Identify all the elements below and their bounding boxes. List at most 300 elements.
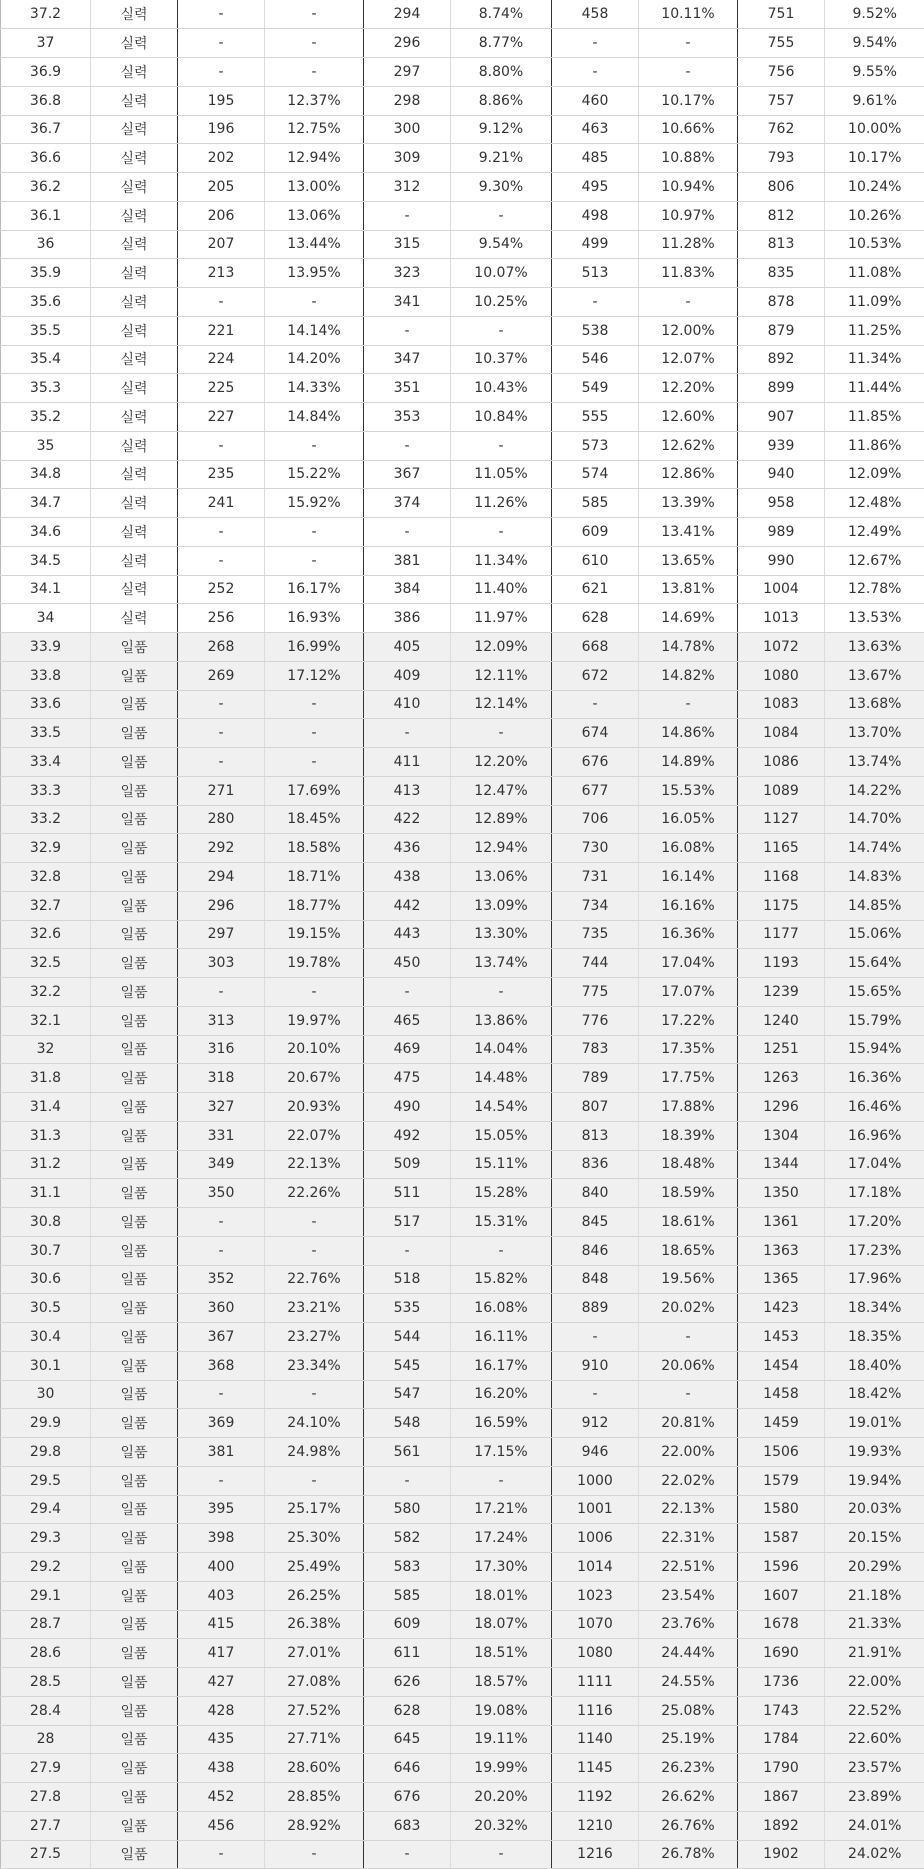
percent-cell: 15.53% xyxy=(639,776,738,805)
score-cell: 36.6 xyxy=(1,144,91,173)
rank-cell: 465 xyxy=(364,1006,451,1035)
rank-cell: 548 xyxy=(364,1409,451,1438)
table-row xyxy=(1,1840,924,1869)
grade-cell: 일품 xyxy=(91,1754,178,1783)
percent-cell: 22.76% xyxy=(265,1265,364,1294)
table-row xyxy=(1,1581,924,1610)
grade-cell: 실력 xyxy=(91,29,178,58)
percent-cell: 21.18% xyxy=(825,1581,924,1610)
rank-cell: 1784 xyxy=(738,1725,825,1754)
percent-cell: 12.20% xyxy=(451,748,552,777)
score-cell: 36.7 xyxy=(1,115,91,144)
grade-cell: 실력 xyxy=(91,575,178,604)
percent-cell: 11.86% xyxy=(825,431,924,460)
percent-cell: - xyxy=(451,431,552,460)
grade-cell: 일품 xyxy=(91,1064,178,1093)
percent-cell: 16.59% xyxy=(451,1409,552,1438)
percent-cell: - xyxy=(639,29,738,58)
percent-cell: 22.07% xyxy=(265,1121,364,1150)
percent-cell: 20.03% xyxy=(825,1495,924,1524)
rank-cell: 509 xyxy=(364,1150,451,1179)
rank-cell: 946 xyxy=(552,1438,639,1467)
percent-cell: 9.55% xyxy=(825,58,924,87)
rank-cell: 327 xyxy=(178,1093,265,1122)
rank-cell: - xyxy=(178,288,265,317)
rank-cell: - xyxy=(178,1840,265,1869)
rank-cell: 297 xyxy=(178,920,265,949)
rank-cell: 583 xyxy=(364,1553,451,1582)
percent-cell: 17.04% xyxy=(825,1150,924,1179)
percent-cell: 12.67% xyxy=(825,546,924,575)
score-cell: 29.9 xyxy=(1,1409,91,1438)
percent-cell: 18.34% xyxy=(825,1294,924,1323)
rank-cell: 386 xyxy=(364,604,451,633)
grade-cell: 실력 xyxy=(91,403,178,432)
table-row xyxy=(1,518,924,547)
percent-cell: 14.82% xyxy=(639,661,738,690)
rank-cell: 499 xyxy=(552,230,639,259)
rank-cell: 213 xyxy=(178,259,265,288)
rank-cell: 195 xyxy=(178,86,265,115)
table-row xyxy=(1,489,924,518)
rank-cell: 573 xyxy=(552,431,639,460)
score-cell: 31.3 xyxy=(1,1121,91,1150)
percent-cell: 20.06% xyxy=(639,1351,738,1380)
rank-cell: 400 xyxy=(178,1553,265,1582)
rank-cell: 1296 xyxy=(738,1093,825,1122)
grade-cell: 일품 xyxy=(91,1840,178,1869)
rank-cell: 315 xyxy=(364,230,451,259)
table-row xyxy=(1,1294,924,1323)
rank-cell: 1013 xyxy=(738,604,825,633)
percent-cell: 12.89% xyxy=(451,805,552,834)
rank-cell: 225 xyxy=(178,374,265,403)
table-row xyxy=(1,1438,924,1467)
percent-cell: 27.71% xyxy=(265,1725,364,1754)
percent-cell: 14.33% xyxy=(265,374,364,403)
grade-cell: 일품 xyxy=(91,1610,178,1639)
percent-cell: 18.51% xyxy=(451,1639,552,1668)
grade-cell: 일품 xyxy=(91,1409,178,1438)
grade-cell: 일품 xyxy=(91,1696,178,1725)
rank-cell: 776 xyxy=(552,1006,639,1035)
percent-cell: 10.17% xyxy=(639,86,738,115)
table-row xyxy=(1,575,924,604)
rank-cell: 755 xyxy=(738,29,825,58)
percent-cell: 19.01% xyxy=(825,1409,924,1438)
percent-cell: 14.48% xyxy=(451,1064,552,1093)
percent-cell: 11.34% xyxy=(825,345,924,374)
percent-cell: 22.51% xyxy=(639,1553,738,1582)
rank-cell: 910 xyxy=(552,1351,639,1380)
percent-cell: 13.41% xyxy=(639,518,738,547)
percent-cell: - xyxy=(265,29,364,58)
percent-cell: - xyxy=(451,1466,552,1495)
rank-cell: - xyxy=(178,0,265,29)
score-cell: 31.4 xyxy=(1,1093,91,1122)
grade-cell: 실력 xyxy=(91,345,178,374)
rank-cell: 846 xyxy=(552,1236,639,1265)
percent-cell: 17.88% xyxy=(639,1093,738,1122)
rank-cell: 427 xyxy=(178,1668,265,1697)
rank-cell: 1210 xyxy=(552,1811,639,1840)
score-cell: 31.1 xyxy=(1,1179,91,1208)
table-row xyxy=(1,316,924,345)
rank-cell: 744 xyxy=(552,949,639,978)
rank-cell: - xyxy=(178,58,265,87)
score-cell: 37.2 xyxy=(1,0,91,29)
grade-cell: 실력 xyxy=(91,259,178,288)
rank-cell: 1240 xyxy=(738,1006,825,1035)
grade-cell: 일품 xyxy=(91,834,178,863)
grade-cell: 실력 xyxy=(91,460,178,489)
table-row xyxy=(1,58,924,87)
table-row xyxy=(1,805,924,834)
percent-cell: - xyxy=(639,58,738,87)
percent-cell: 12.37% xyxy=(265,86,364,115)
rank-cell: 318 xyxy=(178,1064,265,1093)
percent-cell: 10.66% xyxy=(639,115,738,144)
percent-cell: 11.97% xyxy=(451,604,552,633)
percent-cell: 16.16% xyxy=(639,891,738,920)
percent-cell: 28.60% xyxy=(265,1754,364,1783)
percent-cell: 13.74% xyxy=(825,748,924,777)
rank-cell: 207 xyxy=(178,230,265,259)
grade-cell: 실력 xyxy=(91,288,178,317)
table-body xyxy=(1,0,924,1869)
percent-cell: - xyxy=(639,690,738,719)
rank-cell: 683 xyxy=(364,1811,451,1840)
rank-cell: 939 xyxy=(738,431,825,460)
table-row xyxy=(1,661,924,690)
table-row xyxy=(1,288,924,317)
rank-cell: 442 xyxy=(364,891,451,920)
rank-cell: 549 xyxy=(552,374,639,403)
percent-cell: 19.78% xyxy=(265,949,364,978)
percent-cell: 28.92% xyxy=(265,1811,364,1840)
rank-cell: 202 xyxy=(178,144,265,173)
grade-cell: 일품 xyxy=(91,748,178,777)
percent-cell: - xyxy=(451,1840,552,1869)
percent-cell: 13.68% xyxy=(825,690,924,719)
percent-cell: 15.82% xyxy=(451,1265,552,1294)
table-row xyxy=(1,259,924,288)
rank-cell: - xyxy=(178,1236,265,1265)
grade-cell: 일품 xyxy=(91,1236,178,1265)
table-row xyxy=(1,1265,924,1294)
percent-cell: 17.96% xyxy=(825,1265,924,1294)
rank-cell: 535 xyxy=(364,1294,451,1323)
percent-cell: 23.54% xyxy=(639,1581,738,1610)
score-cell: 29.4 xyxy=(1,1495,91,1524)
rank-cell: 807 xyxy=(552,1093,639,1122)
grade-cell: 일품 xyxy=(91,805,178,834)
rank-cell: 1506 xyxy=(738,1438,825,1467)
rank-cell: 513 xyxy=(552,259,639,288)
rank-cell: 848 xyxy=(552,1265,639,1294)
percent-cell: 10.11% xyxy=(639,0,738,29)
percent-cell: 8.86% xyxy=(451,86,552,115)
rank-cell: 413 xyxy=(364,776,451,805)
percent-cell: 25.49% xyxy=(265,1553,364,1582)
percent-cell: 17.23% xyxy=(825,1236,924,1265)
grade-cell: 일품 xyxy=(91,1006,178,1035)
rank-cell: 280 xyxy=(178,805,265,834)
table-row xyxy=(1,173,924,202)
table-row xyxy=(1,1668,924,1697)
rank-cell: 609 xyxy=(552,518,639,547)
score-cell: 30.5 xyxy=(1,1294,91,1323)
rank-cell: 706 xyxy=(552,805,639,834)
rank-cell: 511 xyxy=(364,1179,451,1208)
grade-cell: 일품 xyxy=(91,1466,178,1495)
percent-cell: 27.01% xyxy=(265,1639,364,1668)
rank-cell: 352 xyxy=(178,1265,265,1294)
grade-cell: 실력 xyxy=(91,86,178,115)
grade-cell: 일품 xyxy=(91,1265,178,1294)
score-cell: 35.4 xyxy=(1,345,91,374)
rank-cell: 298 xyxy=(364,86,451,115)
percent-cell: 15.06% xyxy=(825,920,924,949)
rank-cell: 912 xyxy=(552,1409,639,1438)
rank-cell: 492 xyxy=(364,1121,451,1150)
percent-cell: 25.08% xyxy=(639,1696,738,1725)
grade-cell: 일품 xyxy=(91,633,178,662)
table-row xyxy=(1,1380,924,1409)
percent-cell: 13.44% xyxy=(265,230,364,259)
score-cell: 29.5 xyxy=(1,1466,91,1495)
grade-cell: 일품 xyxy=(91,1524,178,1553)
rank-cell: 676 xyxy=(364,1783,451,1812)
score-cell: 29.2 xyxy=(1,1553,91,1582)
score-cell: 32.5 xyxy=(1,949,91,978)
rank-cell: 268 xyxy=(178,633,265,662)
score-cell: 36.2 xyxy=(1,173,91,202)
percent-cell: 17.69% xyxy=(265,776,364,805)
score-cell: 30 xyxy=(1,1380,91,1409)
percent-cell: 17.12% xyxy=(265,661,364,690)
rank-cell: 1867 xyxy=(738,1783,825,1812)
percent-cell: 16.36% xyxy=(639,920,738,949)
score-cell: 35.5 xyxy=(1,316,91,345)
percent-cell: 22.60% xyxy=(825,1725,924,1754)
percent-cell: 23.57% xyxy=(825,1754,924,1783)
table-row xyxy=(1,1150,924,1179)
rank-cell: 1070 xyxy=(552,1610,639,1639)
percent-cell: 24.02% xyxy=(825,1840,924,1869)
grade-cell: 일품 xyxy=(91,661,178,690)
rank-cell: 463 xyxy=(552,115,639,144)
score-cell: 34.6 xyxy=(1,518,91,547)
table-row xyxy=(1,1553,924,1582)
percent-cell: 20.81% xyxy=(639,1409,738,1438)
percent-cell: 26.62% xyxy=(639,1783,738,1812)
table-row xyxy=(1,1466,924,1495)
rank-cell: 585 xyxy=(552,489,639,518)
percent-cell: 11.83% xyxy=(639,259,738,288)
rank-cell: 1454 xyxy=(738,1351,825,1380)
percent-cell: 20.93% xyxy=(265,1093,364,1122)
rank-cell: 835 xyxy=(738,259,825,288)
percent-cell: - xyxy=(451,316,552,345)
score-cell: 30.8 xyxy=(1,1208,91,1237)
rank-cell: - xyxy=(364,201,451,230)
table-row xyxy=(1,345,924,374)
rank-cell: - xyxy=(178,1466,265,1495)
percent-cell: 20.20% xyxy=(451,1783,552,1812)
rank-cell: 1080 xyxy=(738,661,825,690)
grade-cell: 일품 xyxy=(91,1581,178,1610)
table-row xyxy=(1,0,924,29)
rank-cell: 735 xyxy=(552,920,639,949)
percent-cell: 16.99% xyxy=(265,633,364,662)
percent-cell: 23.27% xyxy=(265,1323,364,1352)
percent-cell: 10.53% xyxy=(825,230,924,259)
percent-cell: 13.67% xyxy=(825,661,924,690)
percent-cell: 18.45% xyxy=(265,805,364,834)
rank-cell: 292 xyxy=(178,834,265,863)
rank-cell: 384 xyxy=(364,575,451,604)
percent-cell: 18.77% xyxy=(265,891,364,920)
score-cell: 35.9 xyxy=(1,259,91,288)
grade-cell: 일품 xyxy=(91,1438,178,1467)
score-cell: 29.1 xyxy=(1,1581,91,1610)
percent-cell: 12.48% xyxy=(825,489,924,518)
rank-cell: 296 xyxy=(364,29,451,58)
score-cell: 28.7 xyxy=(1,1610,91,1639)
score-cell: 33.9 xyxy=(1,633,91,662)
grade-cell: 일품 xyxy=(91,1150,178,1179)
table-row xyxy=(1,1409,924,1438)
table-row xyxy=(1,978,924,1007)
rank-cell: 1072 xyxy=(738,633,825,662)
percent-cell: 17.35% xyxy=(639,1035,738,1064)
percent-cell: 14.74% xyxy=(825,834,924,863)
percent-cell: 17.30% xyxy=(451,1553,552,1582)
rank-cell: 417 xyxy=(178,1639,265,1668)
rank-cell: 221 xyxy=(178,316,265,345)
score-cell: 34.8 xyxy=(1,460,91,489)
percent-cell: 18.61% xyxy=(639,1208,738,1237)
rank-cell: 775 xyxy=(552,978,639,1007)
percent-cell: 22.02% xyxy=(639,1466,738,1495)
rank-cell: 958 xyxy=(738,489,825,518)
rank-cell: 475 xyxy=(364,1064,451,1093)
rank-cell: 813 xyxy=(738,230,825,259)
rank-cell: 677 xyxy=(552,776,639,805)
percent-cell: 24.98% xyxy=(265,1438,364,1467)
table-row xyxy=(1,1006,924,1035)
percent-cell: 12.86% xyxy=(639,460,738,489)
rank-cell: 381 xyxy=(364,546,451,575)
score-cell: 32.9 xyxy=(1,834,91,863)
percent-cell: 9.54% xyxy=(825,29,924,58)
percent-cell: 24.10% xyxy=(265,1409,364,1438)
rank-cell: - xyxy=(178,978,265,1007)
rank-cell: 367 xyxy=(178,1323,265,1352)
percent-cell: 16.93% xyxy=(265,604,364,633)
percent-cell: 18.39% xyxy=(639,1121,738,1150)
rank-cell: - xyxy=(178,29,265,58)
rank-cell: 889 xyxy=(552,1294,639,1323)
percent-cell: 9.61% xyxy=(825,86,924,115)
rank-cell: 1678 xyxy=(738,1610,825,1639)
percent-cell: - xyxy=(451,978,552,1007)
percent-cell: 13.70% xyxy=(825,719,924,748)
score-cell: 35.3 xyxy=(1,374,91,403)
rank-cell: - xyxy=(552,1323,639,1352)
percent-cell: 23.89% xyxy=(825,1783,924,1812)
rank-cell: 1239 xyxy=(738,978,825,1007)
grade-cell: 일품 xyxy=(91,1725,178,1754)
percent-cell: 15.64% xyxy=(825,949,924,978)
percent-cell: 11.08% xyxy=(825,259,924,288)
rank-cell: 395 xyxy=(178,1495,265,1524)
rank-cell: - xyxy=(178,518,265,547)
rank-cell: 580 xyxy=(364,1495,451,1524)
rank-cell: 294 xyxy=(178,863,265,892)
score-cell: 36.9 xyxy=(1,58,91,87)
rank-cell: - xyxy=(364,316,451,345)
rank-cell: 1587 xyxy=(738,1524,825,1553)
rank-cell: - xyxy=(552,288,639,317)
table-row xyxy=(1,1121,924,1150)
rank-cell: 1596 xyxy=(738,1553,825,1582)
percent-cell: 17.20% xyxy=(825,1208,924,1237)
percent-cell: 26.23% xyxy=(639,1754,738,1783)
percent-cell: 19.08% xyxy=(451,1696,552,1725)
table-row xyxy=(1,29,924,58)
percent-cell: 24.55% xyxy=(639,1668,738,1697)
percent-cell: 13.30% xyxy=(451,920,552,949)
rank-cell: 347 xyxy=(364,345,451,374)
percent-cell: 18.57% xyxy=(451,1668,552,1697)
percent-cell: 22.31% xyxy=(639,1524,738,1553)
rank-cell: 751 xyxy=(738,0,825,29)
rank-cell: - xyxy=(364,518,451,547)
grade-cell: 일품 xyxy=(91,978,178,1007)
rank-cell: 1006 xyxy=(552,1524,639,1553)
percent-cell: - xyxy=(451,719,552,748)
percent-cell: 12.62% xyxy=(639,431,738,460)
percent-cell: - xyxy=(265,719,364,748)
percent-cell: 12.11% xyxy=(451,661,552,690)
rank-cell: 1177 xyxy=(738,920,825,949)
score-cell: 30.4 xyxy=(1,1323,91,1352)
rank-cell: 1165 xyxy=(738,834,825,863)
percent-cell: - xyxy=(639,1323,738,1352)
rank-cell: 252 xyxy=(178,575,265,604)
percent-cell: - xyxy=(265,1208,364,1237)
table-row xyxy=(1,776,924,805)
percent-cell: 16.20% xyxy=(451,1380,552,1409)
rank-cell: 403 xyxy=(178,1581,265,1610)
percent-cell: 12.09% xyxy=(825,460,924,489)
rank-cell: 415 xyxy=(178,1610,265,1639)
percent-cell: - xyxy=(265,748,364,777)
percent-cell: - xyxy=(265,58,364,87)
grade-cell: 실력 xyxy=(91,546,178,575)
grade-cell: 실력 xyxy=(91,144,178,173)
rank-cell: 561 xyxy=(364,1438,451,1467)
table-row xyxy=(1,460,924,489)
rank-cell: - xyxy=(364,431,451,460)
percent-cell: 11.25% xyxy=(825,316,924,345)
score-cell: 28 xyxy=(1,1725,91,1754)
rank-cell: 1216 xyxy=(552,1840,639,1869)
rank-cell: 879 xyxy=(738,316,825,345)
rank-cell: 1023 xyxy=(552,1581,639,1610)
